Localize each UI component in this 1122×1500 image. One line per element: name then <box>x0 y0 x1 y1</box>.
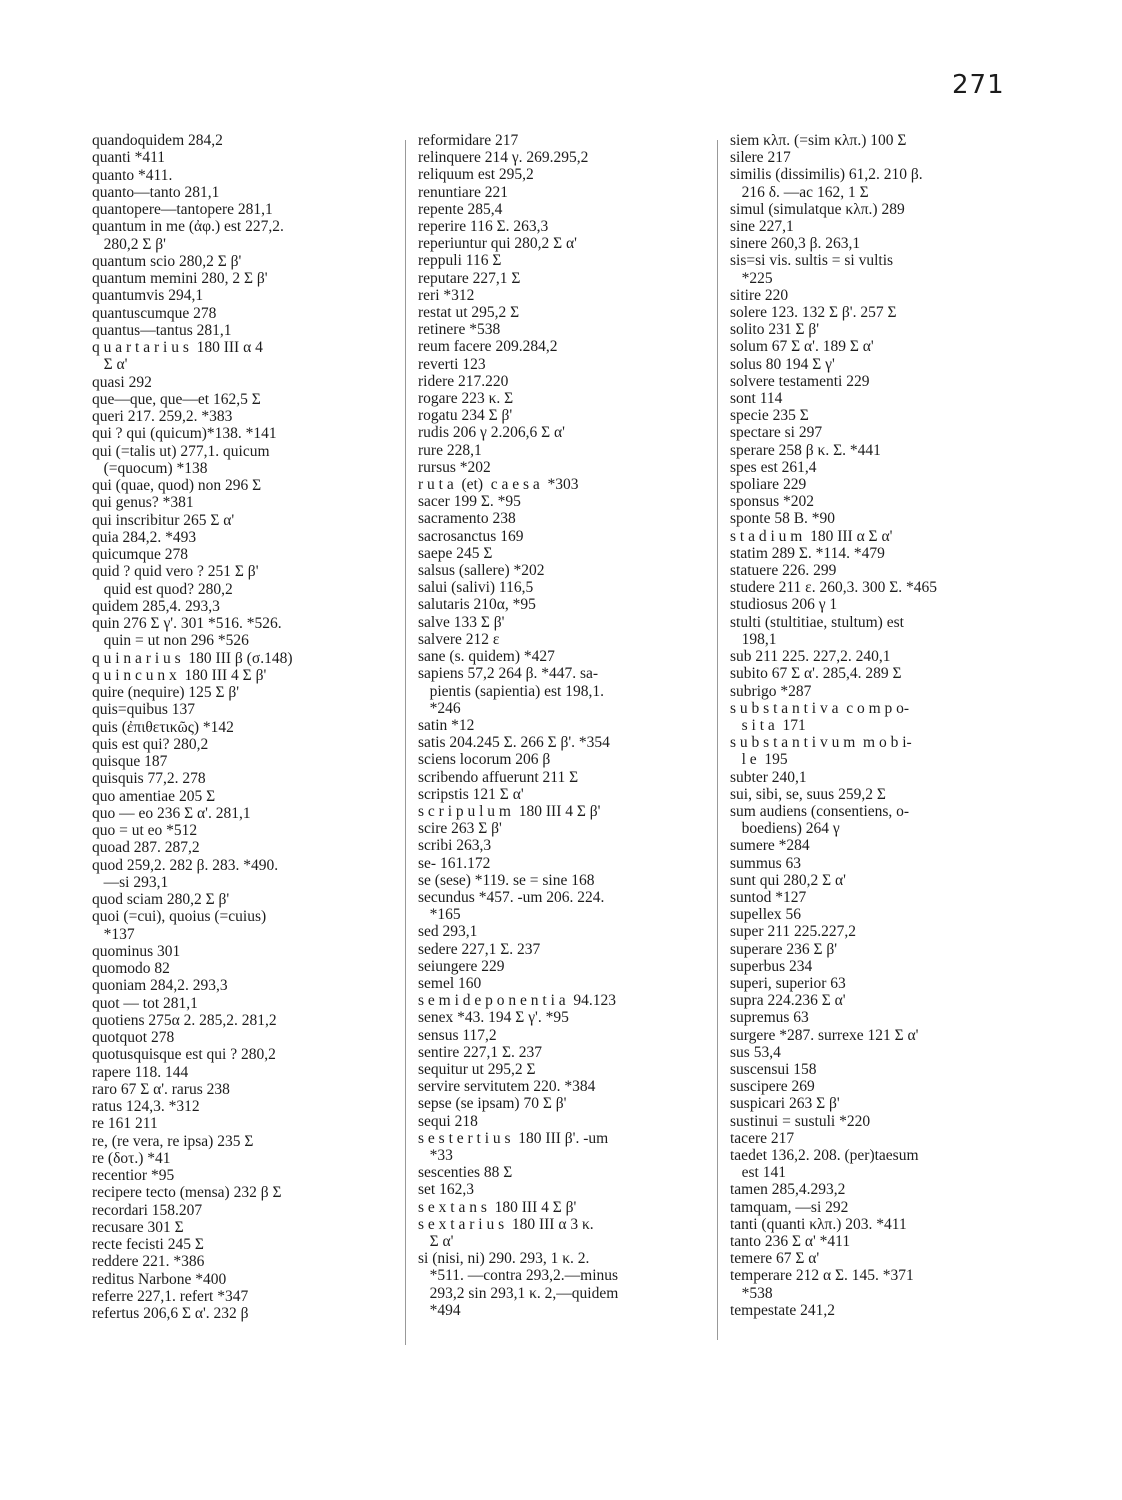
index-entry-line: satin *12 <box>418 716 475 734</box>
index-entry-line: tamquam, —si 292 <box>730 1198 849 1216</box>
index-entry-line: 216 δ. —ac 162, 1 Σ <box>730 183 869 201</box>
index-entry-line: solvere testamenti 229 <box>730 372 870 390</box>
index-entry-line: raro 67 Σ α'. rarus 238 <box>92 1080 230 1098</box>
index-entry-line: sunt qui 280,2 Σ α' <box>730 871 846 889</box>
index-entry-line: *137 <box>92 925 135 943</box>
index-entry-line: quoniam 284,2. 293,3 <box>92 977 228 995</box>
index-entry-line: sed 293,1 <box>418 923 478 941</box>
index-entry-line: quisquis 77,2. 278 <box>92 770 206 788</box>
index-entry-line: recusare 301 Σ <box>92 1218 184 1236</box>
index-entry-line: tempestate 241,2 <box>730 1301 836 1319</box>
index-entry-line: sequi 218 <box>418 1112 478 1130</box>
index-entry-line: *165 <box>418 906 461 924</box>
index-entry-line: quantopere—tantopere 281,1 <box>92 201 273 218</box>
index-entry-line: sescenties 88 Σ <box>418 1164 513 1182</box>
index-entry-line: ratus 124,3. *312 <box>92 1098 200 1115</box>
index-entry-line: rogatu 234 Σ β' <box>418 407 513 425</box>
index-entry-line: quia 284,2. *493 <box>92 528 197 546</box>
index-entry-line: quis=quibus 137 <box>92 701 196 719</box>
index-entry-line: 280,2 Σ β' <box>92 235 166 253</box>
index-entry-line: tacere 217 <box>730 1129 795 1147</box>
index-entry-line: recentior *95 <box>92 1167 175 1184</box>
index-entry-line: *225 <box>730 269 773 287</box>
index-entry-line: quin 276 Σ γ'. 301 *516. *526. <box>92 615 282 632</box>
index-entry-line: suscipere 269 <box>730 1078 815 1096</box>
index-entry-line: sui, sibi, se, suus 259,2 Σ <box>730 785 886 803</box>
index-entry-line: reditus Narbone *400 <box>92 1270 227 1288</box>
index-entry-line: quanto—tanto 281,1 <box>92 183 220 201</box>
index-entry-line: tanto 236 Σ α' *411 <box>730 1233 851 1250</box>
index-entry-line: reri *312 <box>418 286 475 304</box>
index-entry-line: quisque 187 <box>92 753 168 770</box>
index-entry-line: secundus *457. -um 206. 224. <box>418 888 605 906</box>
index-entry-line: solere 123. 132 Σ β'. 257 Σ <box>730 304 897 322</box>
index-entry-line: super 211 225.227,2 <box>730 923 856 941</box>
index-entry-line: qui genus? *381 <box>92 494 194 512</box>
index-entry-line: temperare 212 α Σ. 145. *371 <box>730 1267 914 1285</box>
index-entry-line: sensus 117,2 <box>418 1026 497 1044</box>
index-entry-line: reperire 116 Σ. 263,3 <box>418 218 549 236</box>
index-entry-line: relinquere 214 γ. 269.295,2 <box>418 149 589 167</box>
index-entry-line: rursus *202 <box>418 458 491 476</box>
index-entry-line: rudis 206 γ 2.206,6 Σ α' <box>418 424 565 442</box>
index-entry-line: quicumque 278 <box>92 546 188 563</box>
index-entry-line: restat ut 295,2 Σ <box>418 304 520 322</box>
index-entry-line: recte fecisti 245 Σ <box>92 1236 204 1253</box>
index-entry-line: scribendo affuerunt 211 Σ <box>418 768 579 786</box>
index-entry-line: Σ α' <box>418 1233 454 1250</box>
index-entry-line: renuntiare 221 <box>418 183 508 201</box>
index-entry-line: (=quocum) *138 <box>92 459 208 477</box>
index-entry-line: rapere 118. 144 <box>92 1063 189 1081</box>
index-entry-line: statim 289 Σ. *114. *479 <box>730 544 885 562</box>
index-entry-line: sine 227,1 <box>730 218 794 236</box>
index-entry-line: quis (ἐπιθετικῶς) *142 <box>92 718 234 736</box>
index-entry-line: salve 133 Σ β' <box>418 613 505 631</box>
index-entry-line: se (sese) *119. se = sine 168 <box>418 871 595 889</box>
index-entry-line: silere 217 <box>730 149 791 167</box>
index-entry-line: sumere *284 <box>730 837 810 855</box>
index-entry-line: subrigo *287 <box>730 682 812 700</box>
index-entry-line: quantumvis 294,1 <box>92 287 204 305</box>
index-entry-line: sinere 260,3 β. 263,1 <box>730 235 861 253</box>
index-entry-line: supellex 56 <box>730 906 802 924</box>
index-entry-line: quotiens 275α 2. 285,2. 281,2 <box>92 1011 277 1029</box>
index-entry-line: saepe 245 Σ <box>418 544 493 562</box>
index-entry-line: rure 228,1 <box>418 441 482 459</box>
index-entry-line: ridere 217.220 <box>418 372 509 390</box>
index-entry-line: scire 263 Σ β' <box>418 820 502 838</box>
index-entry-line: boediens) 264 γ <box>730 820 840 838</box>
index-entry-line: tanti (quanti κλπ.) 203. *411 <box>730 1215 907 1233</box>
index-entry-line: quandoquidem 284,2 <box>92 132 223 149</box>
index-entry-line: subter 240,1 <box>730 768 807 786</box>
index-entry-line: reum facere 209.284,2 <box>418 338 558 356</box>
index-entry-line: sis=si vis. sultis = si vultis <box>730 252 894 270</box>
index-entry-line: sentire 227,1 Σ. 237 <box>418 1043 542 1061</box>
page-number: 271 <box>952 70 1005 100</box>
index-entry-line: solum 67 Σ α'. 189 Σ α' <box>730 338 874 356</box>
index-entry-line: set 162,3 <box>418 1181 474 1199</box>
index-entry-line: temere 67 Σ α' <box>730 1250 820 1268</box>
index-entry-line: quo amentiae 205 Σ <box>92 787 216 805</box>
index-entry-line: que—que, que—et 162,5 Σ <box>92 390 261 408</box>
index-entry-line: sont 114 <box>730 390 783 408</box>
index-entry-line: quin = ut non 296 *526 <box>92 632 249 650</box>
index-entry-line: *33 <box>418 1146 453 1164</box>
index-column-3 <box>730 132 1020 1319</box>
index-entry-line: sapiens 57,2 264 β. *447. sa- <box>418 665 599 683</box>
index-entry-line: tamen 285,4.293,2 <box>730 1181 846 1199</box>
index-entry-line: superare 236 Σ β' <box>730 940 838 958</box>
index-entry-line: quasi 292 <box>92 373 152 391</box>
index-entry-line: sub 211 225. 227,2. 240,1 <box>730 648 891 666</box>
index-entry-line: quoi (=cui), quoius (=cuius) <box>92 908 267 926</box>
index-entry-line: s i t a 171 <box>730 716 806 734</box>
index-entry-line: est 141 <box>730 1164 786 1182</box>
index-entry-line: salui (salivi) 116,5 <box>418 579 534 597</box>
index-entry-line: solito 231 Σ β' <box>730 321 820 339</box>
index-entry-line: sacrosanctus 169 <box>418 527 524 545</box>
index-entry-line: q u i n a r i u s 180 III β (σ.148) <box>92 649 293 667</box>
index-entry-line: taedet 136,2. 208. (per)taesum <box>730 1146 919 1164</box>
index-entry-line: seiungere 229 <box>418 957 505 975</box>
index-entry-line: sponte 58 B. *90 <box>730 510 836 528</box>
index-entry-line: sciens locorum 206 β <box>418 751 551 769</box>
index-entry-line: quid est quod? 280,2 <box>92 580 233 598</box>
index-entry-line: reppuli 116 Σ <box>418 252 502 270</box>
index-entry-line: repente 285,4 <box>418 200 503 218</box>
index-entry-line: quominus 301 <box>92 942 181 960</box>
index-entry-line: supremus 63 <box>730 1009 809 1027</box>
index-entry-line: quotquot 278 <box>92 1029 175 1046</box>
index-entry-line: quantus—tantus 281,1 <box>92 321 232 339</box>
index-entry-line: stulti (stultitiae, stultum) est <box>730 613 904 631</box>
index-column-1 <box>92 132 397 1322</box>
index-entry-line: spectare si 297 <box>730 424 823 442</box>
index-entry-line: reddere 221. *386 <box>92 1253 205 1271</box>
index-entry-line: si (nisi, ni) 290. 293, 1 κ. 2. <box>418 1250 590 1268</box>
index-entry-line: sequitur ut 295,2 Σ <box>418 1060 536 1078</box>
index-entry-line: siem κλπ. (=sim κλπ.) 100 Σ <box>730 132 907 149</box>
index-entry-line: reformidare 217 <box>418 132 519 149</box>
index-entry-line: statuere 226. 299 <box>730 562 837 580</box>
index-entry-line: servire servitutem 220. *384 <box>418 1078 596 1096</box>
index-entry-line: quot — tot 281,1 <box>92 994 198 1012</box>
index-entry-line: quod 259,2. 282 β. 283. *490. <box>92 856 279 874</box>
index-entry-line: suspicari 263 Σ β' <box>730 1095 840 1113</box>
index-entry-line: summus 63 <box>730 854 802 872</box>
index-entry-line: sepse (se ipsam) 70 Σ β' <box>418 1095 567 1113</box>
index-entry-line: *246 <box>418 699 461 717</box>
index-entry-line: Σ α' <box>92 356 128 374</box>
column-divider <box>405 140 406 1345</box>
index-entry-line: reperiuntur qui 280,2 Σ α' <box>418 235 577 253</box>
index-entry-line: quantum in me (ἀφ.) est 227,2. <box>92 218 284 236</box>
index-entry-line: quantum memini 280, 2 Σ β' <box>92 270 268 287</box>
index-entry-line: *538 <box>730 1284 773 1302</box>
index-entry-line: s u b s t a n t i v a c o m p o- <box>730 699 910 717</box>
index-entry-line: s e x t a n s 180 III 4 Σ β' <box>418 1198 577 1216</box>
index-entry-line: suscensui 158 <box>730 1060 817 1078</box>
index-entry-line: qui ? qui (quicum)*138. *141 <box>92 425 277 443</box>
index-entry-line: q u a r t a r i u s 180 III α 4 <box>92 339 263 356</box>
index-entry-line: reverti 123 <box>418 355 486 373</box>
index-entry-line: quanto *411. <box>92 166 173 184</box>
column-divider <box>717 140 718 1340</box>
index-entry-line: semel 160 <box>418 974 482 992</box>
index-entry-line: re (δοτ.) *41 <box>92 1149 171 1167</box>
index-entry-line: sponsus *202 <box>730 493 814 511</box>
index-entry-line: sustinui = sustuli *220 <box>730 1112 871 1130</box>
index-entry-line: scribi 263,3 <box>418 837 492 855</box>
index-entry-line: quod sciam 280,2 Σ β' <box>92 891 230 908</box>
index-entry-line: sane (s. quidem) *427 <box>418 648 555 666</box>
index-entry-line: quid ? quid vero ? 251 Σ β' <box>92 563 259 581</box>
index-entry-line: salutaris 210α, *95 <box>418 596 536 614</box>
index-entry-line: subito 67 Σ α'. 285,4. 289 Σ <box>730 665 902 683</box>
index-entry-line: re 161 211 <box>92 1115 158 1133</box>
index-entry-line: q u i n c u n x 180 III 4 Σ β' <box>92 666 267 684</box>
index-entry-line: specie 235 Σ <box>730 407 809 425</box>
index-entry-line: quis est qui? 280,2 <box>92 735 209 753</box>
index-entry-line: reliquum est 295,2 <box>418 166 534 184</box>
index-entry-line: quantuscumque 278 <box>92 304 217 322</box>
index-entry-line: s e x t a r i u s 180 III α 3 κ. <box>418 1215 594 1233</box>
index-entry-line: se- 161.172 <box>418 854 491 872</box>
index-entry-line: *494 <box>418 1301 461 1319</box>
index-entry-line: sitire 220 <box>730 286 789 304</box>
index-entry-line: refertus 206,6 Σ α'. 232 β <box>92 1305 249 1322</box>
index-entry-line: quantum scio 280,2 Σ β' <box>92 252 242 270</box>
index-entry-line: quomodo 82 <box>92 960 170 977</box>
index-entry-line: solus 80 194 Σ γ' <box>730 355 835 373</box>
index-entry-line: sum audiens (consentiens, o- <box>730 802 910 820</box>
index-entry-line: recordari 158.207 <box>92 1201 203 1219</box>
index-entry-line: s e s t e r t i u s 180 III β'. -um <box>418 1129 609 1147</box>
index-entry-line: re, (re vera, re ipsa) 235 Σ <box>92 1132 254 1150</box>
index-entry-line: sedere 227,1 Σ. 237 <box>418 940 541 958</box>
index-entry-line: recipere tecto (mensa) 232 β Σ <box>92 1184 282 1202</box>
index-entry-line: scripstis 121 Σ α' <box>418 785 524 803</box>
index-entry-line: supra 224.236 Σ α' <box>730 992 846 1010</box>
index-entry-line: suntod *127 <box>730 888 807 906</box>
index-entry-line: l e 195 <box>730 751 788 769</box>
index-entry-line: quanti *411 <box>92 149 166 167</box>
index-entry-line: salsus (sallere) *202 <box>418 562 545 580</box>
index-entry-line: pientis (sapientia) est 198,1. <box>418 682 604 700</box>
index-entry-line: s t a d i u m 180 III α Σ α' <box>730 527 893 545</box>
index-column-2 <box>418 132 710 1319</box>
index-entry-line: superi, superior 63 <box>730 974 846 992</box>
index-entry-line: similis (dissimilis) 61,2. 210 β. <box>730 166 923 184</box>
index-entry-line: quo — eo 236 Σ α'. 281,1 <box>92 804 251 822</box>
index-entry-line: qui (quae, quod) non 296 Σ <box>92 477 262 494</box>
index-entry-line: referre 227,1. refert *347 <box>92 1287 249 1305</box>
index-entry-line: simul (simulatque κλπ.) 289 <box>730 200 905 218</box>
index-entry-line: r u t a (et) c a e s a *303 <box>418 476 579 494</box>
index-entry-line: queri 217. 259,2. *383 <box>92 408 233 425</box>
index-entry-line: quotusquisque est qui ? 280,2 <box>92 1046 276 1064</box>
index-entry-line: studere 211 ε. 260,3. 300 Σ. *465 <box>730 579 937 597</box>
index-entry-line: superbus 234 <box>730 957 813 975</box>
index-entry-line: s u b s t a n t i v u m m o b i- <box>730 734 912 752</box>
index-entry-line: satis 204.245 Σ. 266 Σ β'. *354 <box>418 734 610 752</box>
index-entry-line: reputare 227,1 Σ <box>418 269 521 287</box>
index-entry-line: qui inscribitur 265 Σ α' <box>92 511 235 529</box>
index-entry-line: sacramento 238 <box>418 510 516 528</box>
index-entry-line: qui (=talis ut) 277,1. quicum <box>92 442 270 460</box>
index-entry-line: s e m i d e p o n e n t i a 94.123 <box>418 992 617 1010</box>
index-entry-line: 293,2 sin 293,1 κ. 2,—quidem <box>418 1284 619 1302</box>
index-entry-line: *511. —contra 293,2.—minus <box>418 1267 619 1285</box>
index-entry-line: quoad 287. 287,2 <box>92 839 200 857</box>
index-entry-line: quire (nequire) 125 Σ β' <box>92 684 240 701</box>
index-entry-line: surgere *287. surrexe 121 Σ α' <box>730 1026 919 1044</box>
index-entry-line: studiosus 206 γ 1 <box>730 596 838 614</box>
index-entry-line: sus 53,4 <box>730 1043 781 1061</box>
index-entry-line: salvere 212 ε <box>418 630 500 648</box>
index-entry-line: senex *43. 194 Σ γ'. *95 <box>418 1009 569 1027</box>
index-entry-line: spes est 261,4 <box>730 458 817 476</box>
index-entry-line: rogare 223 κ. Σ <box>418 390 514 408</box>
index-entry-line: retinere *538 <box>418 321 501 339</box>
index-entry-line: sacer 199 Σ. *95 <box>418 493 521 511</box>
index-entry-line: s c r i p u l u m 180 III 4 Σ β' <box>418 802 601 820</box>
index-entry-line: sperare 258 β κ. Σ. *441 <box>730 441 881 459</box>
index-entry-line: quo = ut eo *512 <box>92 822 198 839</box>
index-entry-line: —si 293,1 <box>92 873 169 891</box>
index-entry-line: spoliare 229 <box>730 476 807 494</box>
index-entry-line: 198,1 <box>730 630 777 648</box>
index-entry-line: quidem 285,4. 293,3 <box>92 597 220 615</box>
